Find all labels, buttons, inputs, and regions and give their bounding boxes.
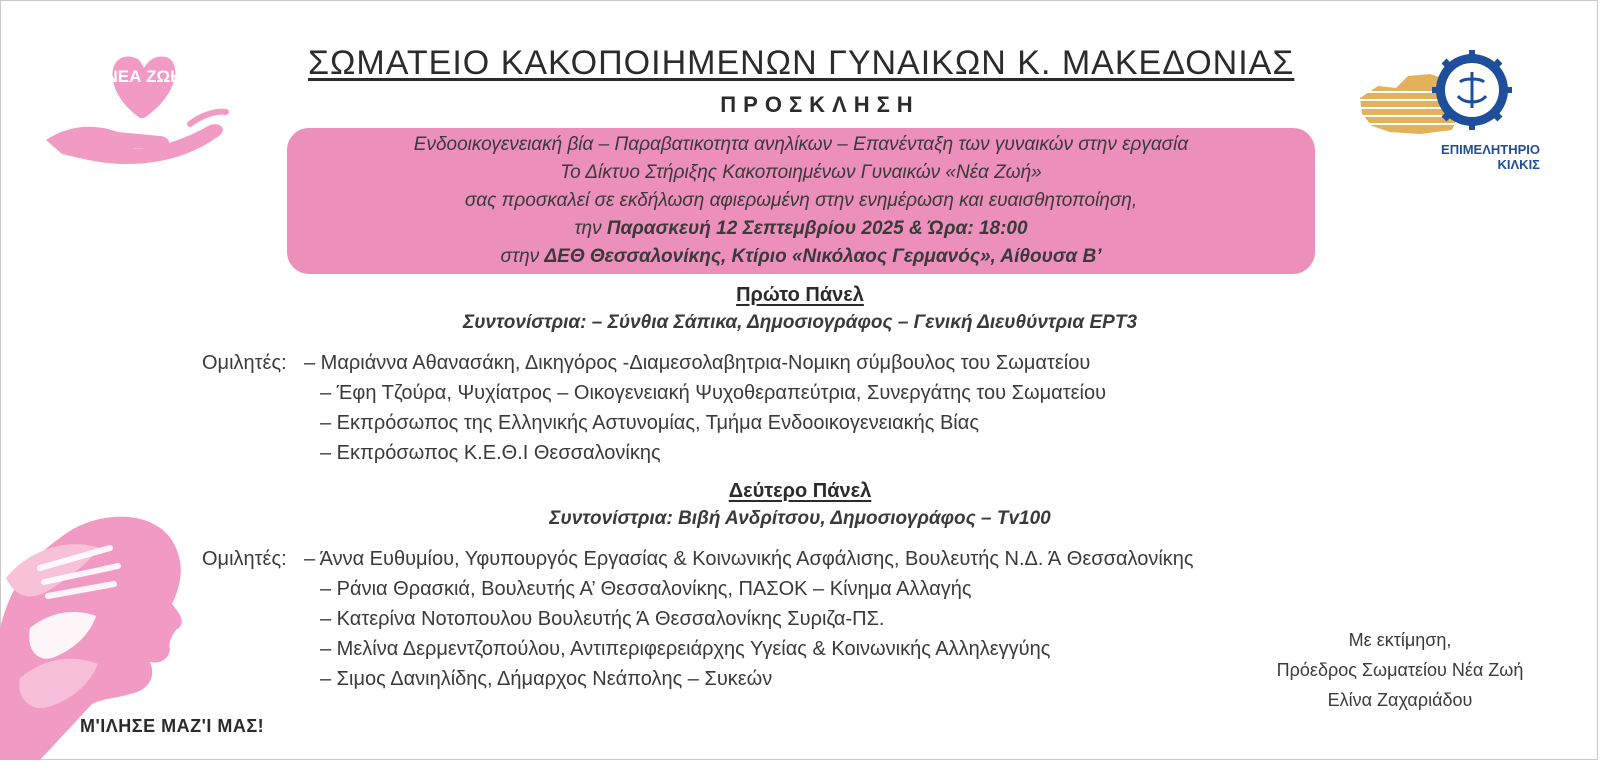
panel2-title: Δεύτερο Πάνελ xyxy=(728,480,872,502)
signature-closing: Με εκτίμηση, xyxy=(1348,630,1452,650)
panel1-moderator: Συντονίστρια: – Σύνθια Σάπικα, Δημοσιογράφος – Γενική Διευθύντρια ΕΡΤ3 xyxy=(462,312,1138,333)
panel1-speakers-label: Ομιλητές: xyxy=(202,352,287,374)
panel2-speaker: – Σιμος Δανιηλίδης, Δήμαρχος Νεάπολης – Συκεών xyxy=(320,668,773,690)
organization-title: ΣΩΜΑΤΕΙΟ ΚΑΚΟΠΟΙΗΜΕΝΩΝ ΓΥΝΑΙΚΩΝ Κ. ΜΑΚΕΔΟΝΙΑΣ xyxy=(308,44,1295,82)
invitation-heading: ΠΡΟΣΚΛΗΣΗ xyxy=(720,92,920,117)
event-date-prefix: την xyxy=(574,218,607,239)
panel2-moderator: Συντονίστρια: Βιβή Ανδρίτσου, Δημοσιογράφος – Tv100 xyxy=(549,508,1051,529)
panel1-speaker: – Εκπρόσωπος της Ελληνικής Αστυνομίας, Τμήμα Ενδοοικογενειακής Βίας xyxy=(320,412,979,434)
chamber-label-line2: ΚΙΛΚΙΣ xyxy=(1497,157,1540,172)
event-venue-line xyxy=(287,246,1315,268)
panel1-title: Πρώτο Πάνελ xyxy=(736,284,864,306)
panel1-speaker: – Μαριάννα Αθανασάκη, Δικηγόρος -Διαμεσολαβητρια-Νομικη σύμβουλος του Σωματείου xyxy=(304,352,1091,374)
event-topics: Ενδοοικογενειακή βία – Παραβατικοτητα ανηλίκων – Επανένταξη των γυναικών στην εργασία xyxy=(413,134,1189,155)
event-venue: ΔΕΘ Θεσσαλονίκης, Κτίριο «Νικόλαος Γερμανός», Αίθουσα Β’ xyxy=(544,246,1102,267)
slogan-text: Μ'ΙΛΗΣΕ ΜΑΖ'Ι ΜΑΣ! xyxy=(80,716,265,736)
chamber-kilkis-label xyxy=(1360,142,1540,172)
signature-title: Πρόεδρος Σωματείου Νέα Ζωή xyxy=(1276,660,1524,680)
event-network: Το Δίκτυο Στήριξης Κακοποιημένων Γυναικών «Νέα Ζωή» xyxy=(560,162,1042,183)
event-date: Παρασκευή 12 Σεπτεμβρίου 2025 & Ώρα: 18:00 xyxy=(606,218,1028,239)
event-date-line xyxy=(287,218,1315,240)
panel2-speaker: – Άννα Ευθυμίου, Υφυπουργός Εργασίας & Κοινωνικής Ασφάλισης, Βουλευτής Ν.Δ. Ά Θεσσαλονίκης xyxy=(304,548,1194,570)
chamber-label-line1: ΕΠΙΜΕΛΗΤΗΡΙΟ xyxy=(1441,142,1540,157)
panel2-speaker: – Κατερίνα Νοτοπουλου Βουλευτής Ά Θεσσαλονίκης Συριζα-ΠΣ. xyxy=(320,608,885,630)
panel2-speakers-label: Ομιλητές: xyxy=(202,548,287,570)
panel1-speaker: – Έφη Τζούρα, Ψυχίατρος – Οικογενειακή Ψυχοθεραπεύτρια, Συνεργάτης του Σωματείου xyxy=(320,382,1107,404)
panel2-speaker: – Ράνια Θρασκιά, Βουλευτής Α’ Θεσσαλονίκης, ΠΑΣΟΚ – Κίνημα Αλλαγής xyxy=(320,578,972,600)
panel1-speaker: – Εκπρόσωπος Κ.Ε.Θ.Ι Θεσσαλονίκης xyxy=(320,442,661,464)
event-invitation-text: σας προσκαλεί σε εκδήλωση αφιερωμένη στην ενημέρωση και ευαισθητοποίηση, xyxy=(464,190,1138,211)
nea-zoi-logo-text: ΝΕΑ ΖΩΗ xyxy=(105,67,183,86)
panel2-speaker: – Μελίνα Δερμεντζοπούλου, Αντιπεριφερειάρχης Υγείας & Κοινωνικής Αλληλεγγύης xyxy=(320,638,1051,660)
signature-name: Ελίνα Ζαχαριάδου xyxy=(1327,690,1473,710)
event-venue-prefix: στην xyxy=(500,246,545,267)
